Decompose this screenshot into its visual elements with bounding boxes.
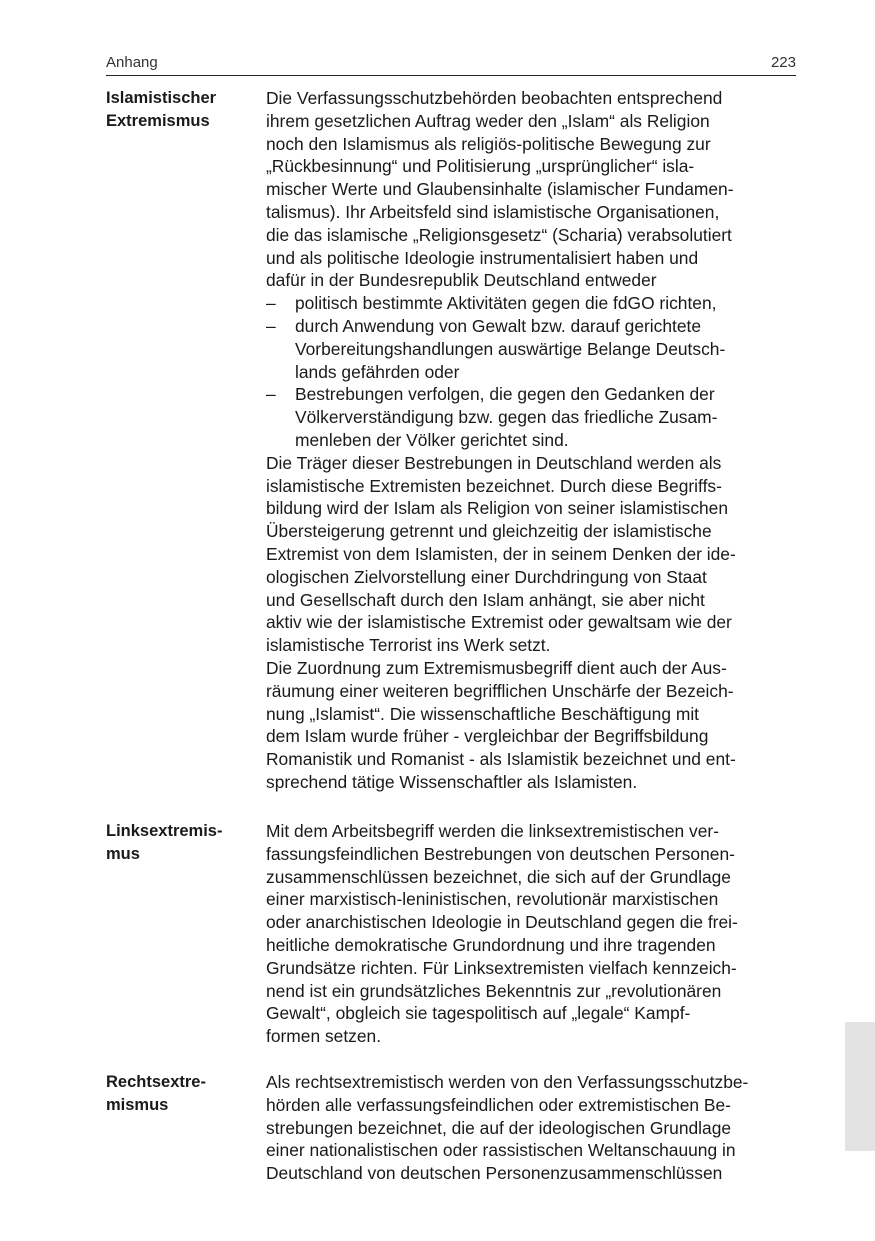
text-line: ihrem gesetzlichen Auftrag weder den „Islam“ als Religion — [266, 110, 710, 131]
term-line: Extremismus — [106, 111, 210, 130]
text-line: mischer Werte und Glaubensinhalte (islamischer Fundamen- — [266, 179, 734, 200]
text-line: lands gefährden oder — [295, 361, 460, 382]
section-title: Anhang — [106, 54, 158, 71]
glossary-term — [106, 820, 256, 866]
text-line: die das islamische „Religionsgesetz“ (Scharia) verabsolutiert — [266, 224, 732, 245]
text-line: heitliche demokratische Grundordnung und ihre tragenden — [266, 934, 716, 955]
paragraph — [266, 657, 798, 794]
text-line: Vorbereitungshandlungen auswärtige Belange Deutsch- — [295, 338, 726, 359]
text-line: durch Anwendung von Gewalt bzw. darauf gerichtete — [295, 315, 702, 336]
text-line: dafür in der Bundesrepublik Deutschland entweder — [266, 270, 657, 291]
glossary-term — [106, 87, 256, 133]
text-line: sprechend tätige Wissenschaftler als Islamisten. — [266, 771, 638, 792]
text-line: Bestrebungen verfolgen, die gegen den Gedanken der — [295, 384, 715, 405]
text-line: dem Islam wurde früher - vergleichbar der Begriffsbildung — [266, 726, 709, 747]
list-item — [266, 292, 798, 315]
text-line: „Rückbesinnung“ und Politisierung „ursprünglicher“ isla- — [266, 156, 695, 177]
text-line: fassungsfeindlichen Bestrebungen von deutschen Personen- — [266, 843, 735, 864]
text-line: strebungen bezeichnet, die auf der ideologischen Grundlage — [266, 1117, 732, 1138]
text-line: Mit dem Arbeitsbegriff werden die linksextremistischen ver- — [266, 821, 719, 841]
paragraph — [266, 820, 798, 1048]
text-line: nend ist ein grundsätzliches Bekenntnis zur „revolutionären — [266, 980, 722, 1001]
text-line: Romanistik und Romanist - als Islamistik bezeichnet und ent- — [266, 749, 736, 770]
text-line: bildung wird der Islam als Religion von seiner islamistischen — [266, 498, 729, 519]
text-line: Die Verfassungsschutzbehörden beobachten entsprechend — [266, 88, 723, 108]
text-line: und Gesellschaft durch den Islam anhängt, sie aber nicht — [266, 589, 705, 610]
text-line: noch den Islamismus als religiös-politische Bewegung zur — [266, 133, 711, 154]
term-line: Linksextremis- — [106, 822, 223, 840]
running-header — [106, 53, 796, 76]
text-line: Die Träger dieser Bestrebungen in Deutschland werden als — [266, 452, 722, 473]
text-line: oder anarchistischen Ideologie in Deutschland gegen die frei- — [266, 912, 738, 933]
page-number: 223 — [770, 54, 796, 71]
glossary-definition — [266, 1071, 798, 1185]
text-line: Extremist von dem Islamisten, der in seinem Denken der ide- — [266, 543, 736, 564]
text-line: einer marxistisch-leninistischen, revolutionär marxistischen — [266, 889, 719, 910]
text-line: Die Zuordnung zum Extremismusbegriff dient auch der Aus- — [266, 657, 727, 678]
text-line: talismus). Ihr Arbeitsfeld sind islamistische Organisationen, — [266, 201, 720, 222]
text-line: Als rechtsextremistisch werden von den Verfassungsschutzbe- — [266, 1072, 749, 1092]
dash-bullet: – — [266, 384, 276, 405]
glossary-definition — [266, 87, 798, 794]
term-line: mus — [106, 844, 140, 863]
term-line: Islamistischer — [106, 89, 217, 107]
paragraph — [266, 87, 798, 292]
dash-bullet: – — [266, 315, 276, 336]
text-line: nung „Islamist“. Die wissenschaftliche Beschäftigung mit — [266, 703, 700, 724]
text-line: Gewalt“, obgleich sie tagespolitisch auf „legale“ Kampf- — [266, 1003, 691, 1024]
term-line: Rechtsextre- — [106, 1073, 206, 1091]
text-line: und als politische Ideologie instrumentalisiert haben und — [266, 247, 699, 268]
text-line: Grundsätze richten. Für Linksextremisten vielfach kennzeich- — [266, 957, 737, 978]
text-line: islamistische Extremisten bezeichnet. Durch diese Begriffs- — [266, 475, 722, 496]
paragraph — [266, 1071, 798, 1185]
text-line: Völkerverständigung bzw. gegen das friedliche Zusam- — [295, 407, 718, 428]
text-line: ologischen Zielvorstellung einer Durchdringung von Staat — [266, 566, 707, 587]
term-line: mismus — [106, 1095, 169, 1114]
text-line: islamistische Terrorist ins Werk setzt. — [266, 635, 551, 656]
chapter-thumb-tab — [845, 1022, 875, 1151]
text-line: Übersteigerung getrennt und gleichzeitig der islamistische — [266, 521, 712, 542]
text-line: aktiv wie der islamistische Extremist oder gewaltsam wie der — [266, 612, 732, 633]
list-item — [266, 383, 798, 451]
glossary-definition — [266, 820, 798, 1048]
text-line: formen setzen. — [266, 1026, 382, 1047]
dash-bullet: – — [266, 293, 276, 314]
text-line: politisch bestimmte Aktivitäten gegen die fdGO richten, — [295, 293, 717, 314]
text-line: menleben der Völker gerichtet sind. — [295, 429, 569, 450]
paragraph — [266, 452, 798, 657]
text-line: Deutschland von deutschen Personenzusammenschlüssen — [266, 1163, 723, 1184]
text-line: räumung einer weiteren begrifflichen Unschärfe der Bezeich- — [266, 680, 734, 701]
list-item — [266, 315, 798, 383]
text-line: einer nationalistischen oder rassistischen Weltanschauung in — [266, 1140, 736, 1161]
glossary-term — [106, 1071, 256, 1117]
text-line: hörden alle verfassungsfeindlichen oder extremistischen Be- — [266, 1094, 731, 1115]
text-line: zusammenschlüssen bezeichnet, die sich auf der Grundlage — [266, 866, 731, 887]
